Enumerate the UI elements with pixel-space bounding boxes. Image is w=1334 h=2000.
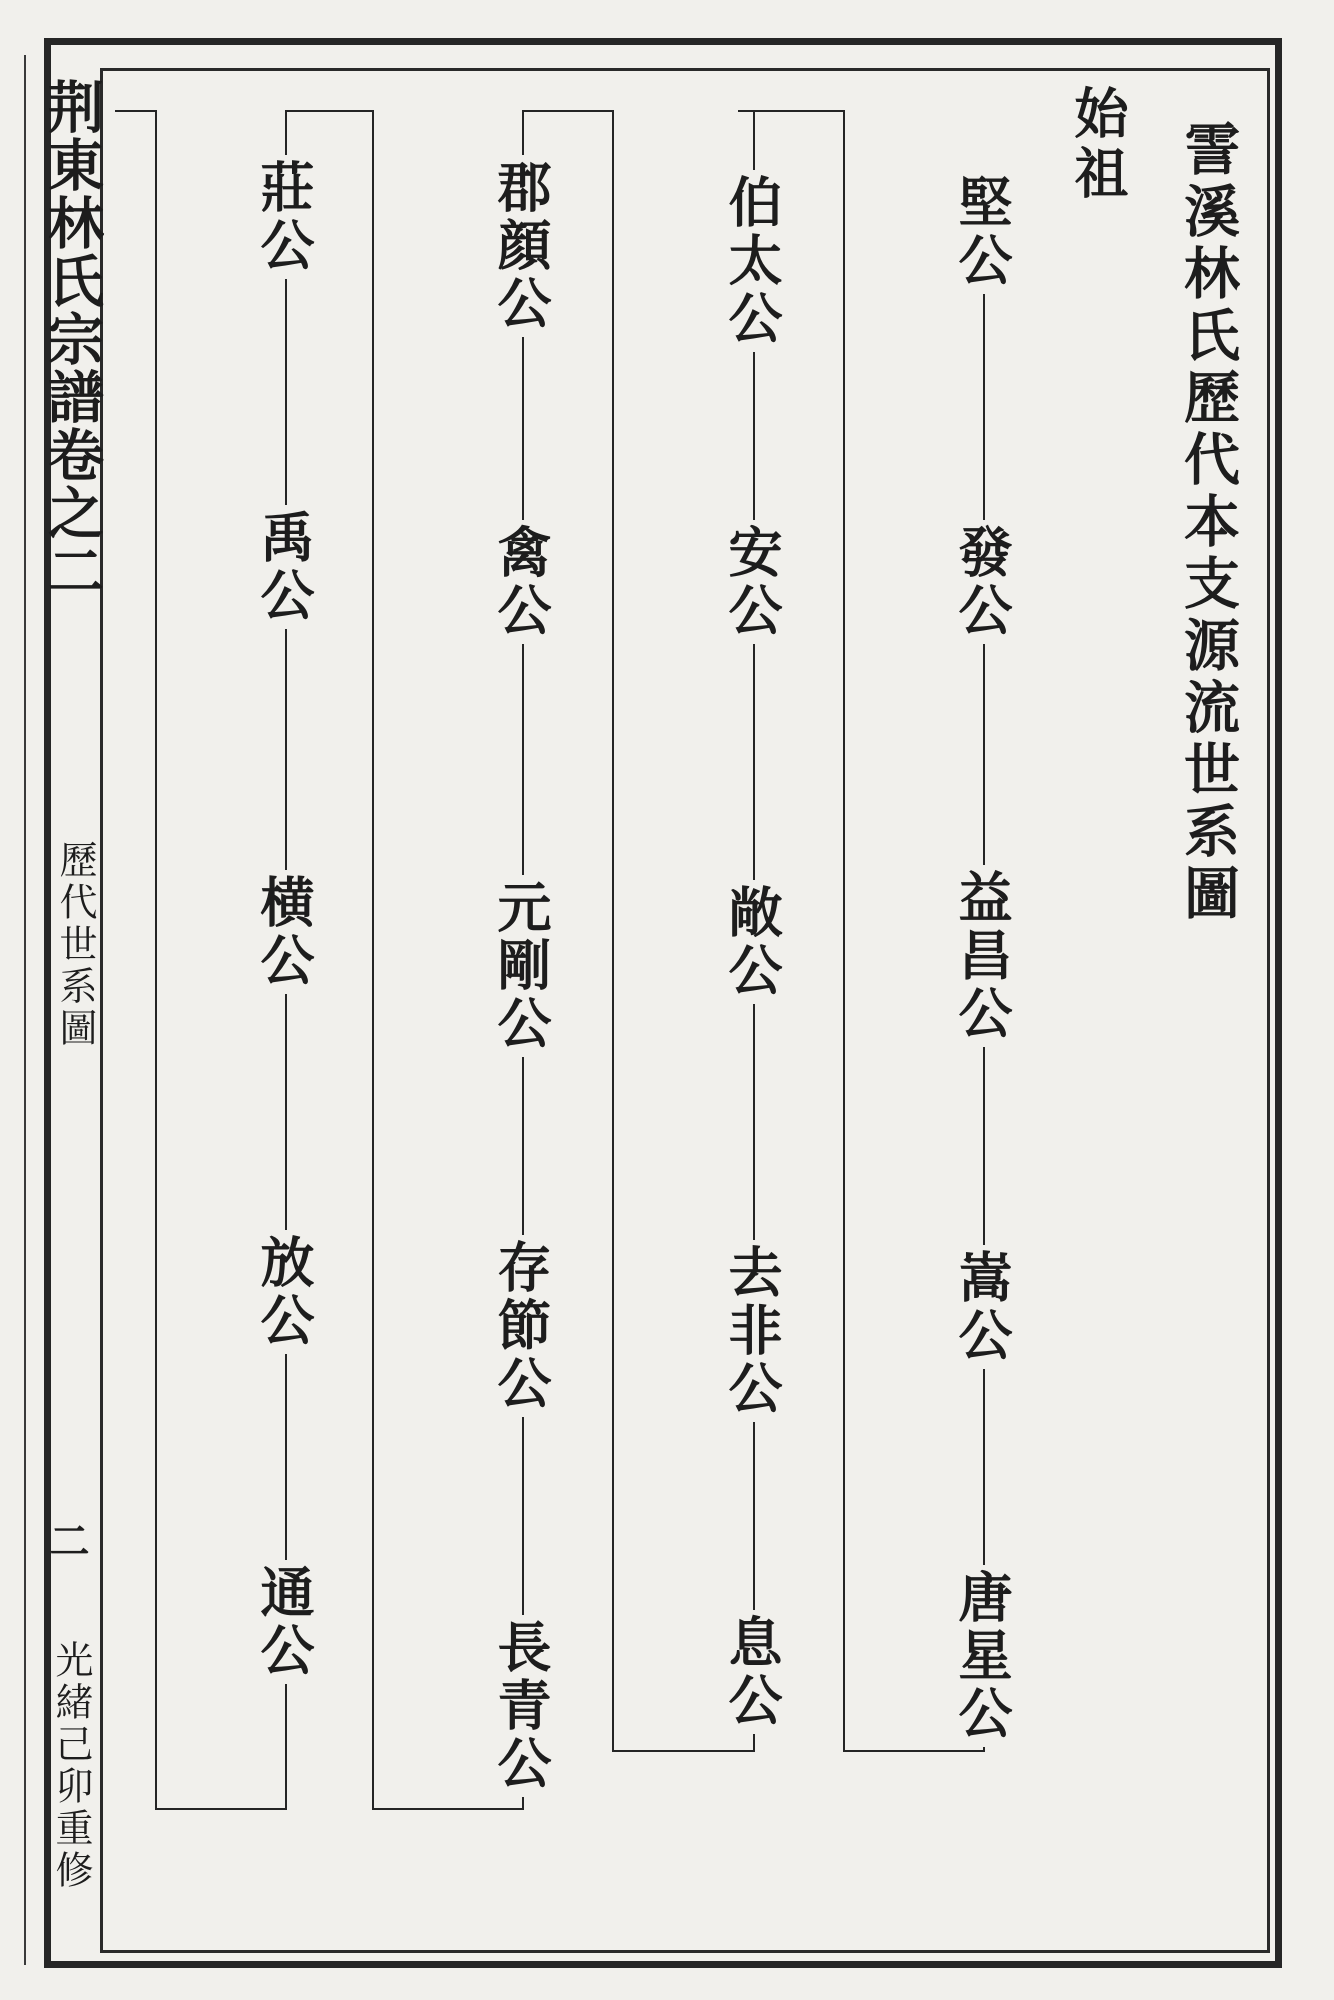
chart-title: 霅溪林氏歷代本支源流世系圖 bbox=[1175, 120, 1241, 926]
connector-line bbox=[372, 1808, 524, 1810]
person-name: 通公 bbox=[257, 1560, 311, 1684]
person-name: 長青公 bbox=[494, 1615, 548, 1797]
person-name: 禽公 bbox=[494, 520, 548, 644]
person-name: 郡顔公 bbox=[494, 155, 548, 337]
connector-line bbox=[843, 110, 845, 1752]
person-name: 莊公 bbox=[257, 155, 311, 279]
connector-line bbox=[522, 110, 614, 112]
person-name: 去非公 bbox=[725, 1240, 779, 1422]
person-name: 息公 bbox=[725, 1610, 779, 1734]
person-name: 益昌公 bbox=[955, 865, 1009, 1047]
person-name: 堅公 bbox=[955, 170, 1009, 294]
person-name: 敞公 bbox=[725, 880, 779, 1004]
margin-volume: 卷之二 bbox=[39, 426, 105, 600]
person-name: 横公 bbox=[257, 870, 311, 994]
margin-book-title: 荆東林氏宗譜卷之二 bbox=[39, 78, 105, 600]
connector-line bbox=[155, 110, 157, 1810]
person-name: 禹公 bbox=[257, 505, 311, 629]
person-name: 發公 bbox=[955, 520, 1009, 644]
margin-edition: 光緒己卯重修 bbox=[49, 1640, 93, 1892]
connector-line bbox=[612, 1750, 755, 1752]
connector-line bbox=[843, 1750, 985, 1752]
person-name: 唐星公 bbox=[955, 1565, 1009, 1747]
connector-line bbox=[155, 1808, 287, 1810]
connector-line bbox=[285, 110, 374, 112]
person-name: 存節公 bbox=[494, 1235, 548, 1417]
person-name: 放公 bbox=[257, 1230, 311, 1354]
person-name: 伯太公 bbox=[725, 170, 779, 352]
connector-line bbox=[612, 110, 614, 1752]
connector-line bbox=[115, 110, 157, 112]
margin-rule bbox=[24, 55, 26, 1965]
connector-line bbox=[372, 110, 374, 1810]
person-name: 元剛公 bbox=[494, 875, 548, 1057]
margin-section-title: 歷代世系圖 bbox=[53, 840, 97, 1050]
person-name: 安公 bbox=[725, 520, 779, 644]
margin-page-number: 二 bbox=[43, 1520, 90, 1560]
person-name: 嵩公 bbox=[955, 1245, 1009, 1369]
founder-label: 始祖 bbox=[1066, 85, 1130, 205]
